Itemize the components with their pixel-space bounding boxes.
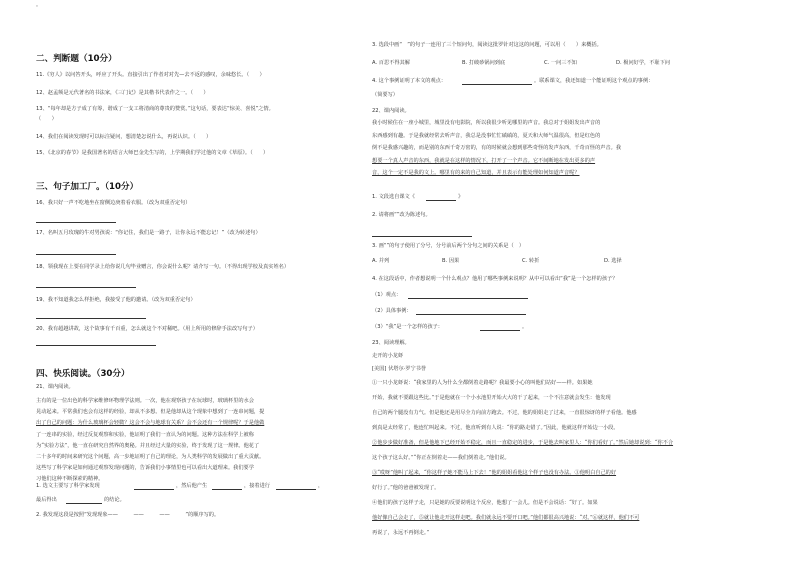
r22-q1-a: 1. 文段选自课文《 bbox=[372, 194, 415, 200]
section-3-title: 三、句子加工厂。（10分） bbox=[36, 182, 139, 192]
passage-23-author: [美国] 伏塔尔·罗宁书誉 bbox=[372, 366, 427, 372]
passage-line: 开始，我就不要跟这些比。”于是他就在一个小水池里开始大大的干了起来，一个不注意就会发生：他发现 bbox=[372, 395, 611, 401]
passage-line: 这些写了科学家是如何通过观察发现问题的，告诉我们小事情里也可以看出大道理来。我们要学 bbox=[36, 465, 254, 472]
passage-line: 再说了，永远不再倒走。” bbox=[372, 530, 430, 536]
r21-q3-option-a[interactable]: A. 百思不得其解 bbox=[372, 60, 410, 66]
question-16: 16、我只好一声不吃地坐在窗侧边庚着看衣服。（改为双重否定句） bbox=[36, 200, 191, 206]
passage-line: 习他们这种不断探索的精神。 bbox=[36, 476, 104, 483]
r22-q3: 3. 画“”的句子使用了分号，分号前后两个分句之间的关系是（ ） bbox=[372, 243, 525, 249]
question-22: 22、课内阅读。 bbox=[372, 108, 410, 114]
section-2-title: 二、判断题（10分） bbox=[36, 54, 117, 64]
blank-r1-4[interactable] bbox=[66, 503, 102, 504]
passage-line: 自己的两个腿没有力气。但是他还是用尽全力向前方跑去。不过，他的姐姐走了过来，一直很惊讶的样子看他。他感 bbox=[372, 410, 637, 416]
passage-line: 音，这个一定不是我的文上。哪里有的来的自己知道，并且表示有能处理如何知道声音呢？ bbox=[372, 170, 580, 176]
blank-r1-3[interactable] bbox=[276, 489, 316, 490]
top-fragment: 。 bbox=[36, 2, 42, 8]
r22-q4-3-end: 。 bbox=[522, 324, 528, 330]
answer-line-17[interactable] bbox=[36, 254, 116, 255]
passage-line: ③“哎呀”他叫了起来，“你这样子她不能马上下去！”他的姐姐看他这个样子也没有办法。③他明白自己的好 bbox=[372, 470, 617, 476]
r22-q4: 4. 在这段话中，作者想说明一个什么观点？他用了哪些事例来说明？从中可以看出“我”是一个怎样的孩子？ bbox=[372, 276, 618, 282]
passage-line: ②他步步做好准备，但是他地下已经开始不稳定，而且一直稳定的进步，于是他去叫家里人：“你们看好了。”然后她却说到：“你不合 bbox=[372, 440, 674, 446]
r22-q1-b: 》 bbox=[458, 194, 464, 200]
question-14: 14、我们在阅读发现时可以标注疑问，想清楚怎说什么，再说认识。（ ） bbox=[36, 134, 212, 140]
r22-q4-2: （2）具体事例： bbox=[372, 308, 412, 314]
r21-q4: 4. 这个事例证明了本文的观点： bbox=[372, 78, 447, 84]
r22-q2: 2. 请将画“”改为陈述句。 bbox=[372, 212, 431, 218]
passage-line: 二十多年的时间来研究这个问题，高一步地证明了自己的理论，为人类科学的发展做出了重大贡献。 bbox=[36, 454, 265, 460]
blank-r1-2[interactable] bbox=[212, 489, 242, 490]
question-23: 23、阅读理解。 bbox=[372, 340, 410, 346]
r22-q3-option-d[interactable]: D. 选择 bbox=[604, 258, 622, 264]
blank-r1-1[interactable] bbox=[134, 489, 174, 490]
passage-line: 倒不是我感兴趣的，而是别的东西千奇万密的，有的时候就会想到那些奇怪的发声东西，千奇百怪的声音。我 bbox=[372, 145, 622, 151]
passage-line: 为“实验方法”，他一直在研究自然界的奥秘。并且经过大量的实验，终于发现了这一规律。他花了 bbox=[36, 442, 260, 449]
r21-q1-b: ，然后他产生 bbox=[176, 483, 208, 489]
question-12: 12、赵孟频是元代著名的书法家，《三门记》是其楷书代表作之一。（ ） bbox=[36, 90, 209, 96]
question-21: 21、课内阅读。 bbox=[36, 384, 74, 390]
r21-q3-option-b[interactable]: B. 打破砂锅问到底 bbox=[462, 60, 506, 66]
r22-q4-3: （3）“我”是一个怎样的孩子： bbox=[372, 324, 443, 330]
answer-line-20[interactable] bbox=[36, 345, 156, 346]
passage-23-title: 走开的小龙虾 bbox=[372, 353, 404, 359]
r22-q3-option-a[interactable]: A. 并列 bbox=[372, 258, 390, 264]
blank-r22-1[interactable] bbox=[426, 200, 456, 201]
passage-line: 想要一个真人声音的东西，我就是在这样的情况下，打开了一个声音。它不间断地在发出更多的声 bbox=[372, 157, 596, 164]
r21-q1-f: 的结论。 bbox=[104, 497, 125, 503]
question-18: 18、领我现在上要在同学录上给你说几句毕业赠言，你会说什么呢？请介写一句。（不得出现学校及真实姓名） bbox=[36, 264, 290, 270]
passage-line: 主有的是一位出色的科学家维修环物理学法则。一次，他在观察孩子在玩球时，玻璃杯里的水会 bbox=[36, 398, 254, 404]
r21-q3-option-c[interactable]: C. 一问三不知 bbox=[544, 60, 577, 66]
r21-q1-e: 最后得出 bbox=[36, 497, 57, 503]
r21-q1-a: 1. 选文主要写了科学家发现 bbox=[36, 483, 100, 489]
blank-r22-4-1[interactable] bbox=[408, 298, 528, 299]
passage-line: 了一连串的实验，经过反复观察和实验，他证明了我们一直认为的问题。这种方法在科学上被称 bbox=[36, 431, 254, 438]
passage-line: ①一只小龙虾说：“我家里的人为什么全都倒着走路呢？我最要小心的叫他们站好——样。如果她 bbox=[372, 380, 593, 386]
passage-line: 我小时候住在一座小城里，城里没有电影院，所以我很少听见哪里的声音。我总对于姐姐发出声音的 bbox=[372, 120, 601, 126]
question-17: 17、名叫五月玫瑰的牛对男孩说：“你记住，我们是一路子，让你永远不能忘记！”（改为转述句） bbox=[36, 230, 261, 236]
question-13: 13、“每年却是方子成了有筹，谐成了一支工将清商的尊贵的赞赏。”这句话，要表达“惊美、喜悦”之情。 bbox=[36, 106, 274, 112]
question-20: 20、我有超越讲故，这个故事有千百重，怎么就这个不对稀吧。（用上所用的修辞手法改写句子） bbox=[36, 326, 258, 332]
r21-q4-c: （简要写） bbox=[372, 92, 398, 98]
passage-line: 他好像自己会走了，⑤就让他走开这样走吧。我们就永远不要开口吧。”他们都很高兴地说：“对。”⑥就这样，他们不可 bbox=[372, 515, 640, 521]
passage-line: ④他们的孩子这样子走，只是她的反要说明这个反应，他想了一会儿。但是不会说话：“好了。如果 bbox=[372, 500, 598, 506]
r21-q3: 3. 选段中画“ ”的句子一连用了三个短问句，阅读这批罗针对这这的问题，可以用（ ）来概括。 bbox=[372, 42, 602, 48]
r21-q1-c: ，接着进行 bbox=[244, 483, 270, 489]
passage-line: 到真是太经常了，他连忙叫起来。不过，他直听到有人说：“你的路走错了。”因此，他就这样开始边一小段。 bbox=[372, 425, 619, 431]
answer-line-19[interactable] bbox=[36, 318, 146, 319]
r21-q4-b: 。联系课文，我还知道一个能证明这个观点的事例： bbox=[534, 78, 654, 84]
passage-line: 东西感到有趣。于是我就经常去听声音，我总是没事忙忙磌磌的，夏天和大师气温很高，但是红色的 bbox=[372, 132, 601, 139]
blank-r22-4-2[interactable] bbox=[416, 314, 526, 315]
question-15: 15、《北京的春节》是我国著名的语言大师巴金先生写的，上学期我们学过他的文章《草原》。（ ） bbox=[36, 150, 269, 156]
question-19: 19、我不知道我怎么样拒绝，我接受了他的邀请。（改为双重否定句） bbox=[36, 297, 196, 303]
answer-line-18[interactable] bbox=[36, 287, 136, 288]
r22-q3-option-c[interactable]: C. 转折 bbox=[522, 258, 540, 264]
r21-q1-d: ， bbox=[318, 483, 324, 489]
passage-line: 这个孩子这么好。”“你正在倒着走——我们倒着走。”他们说。 bbox=[372, 455, 510, 461]
question-13-answer: （ ） bbox=[36, 116, 57, 122]
passage-line: 晃动起来。平常我们也会有这样的经验，却从不多想。但是他却从这个现象中想到了一连串问题，提 bbox=[36, 409, 265, 416]
r22-q4-1: （1）观点： bbox=[372, 292, 402, 298]
answer-line-16[interactable] bbox=[36, 222, 116, 223]
section-4-title: 四、快乐阅读。（30分） bbox=[36, 369, 130, 379]
passage-line: 出了自己的问题：为什么玻璃杯会轻微？这会不会与地球有关系？会不会还有一个规律呢？于是他做 bbox=[36, 420, 265, 427]
blank-r22-4-3[interactable] bbox=[480, 330, 520, 331]
r22-q3-option-b[interactable]: B. 因果 bbox=[442, 258, 460, 264]
blank-r22-2[interactable] bbox=[372, 236, 472, 237]
question-11: 11.《穷人》以问答开头，呼应了开头。直接引出了作者对对先—去不返的感叹，余味悠长。（ ） bbox=[36, 72, 265, 78]
r21-q2: 2. 我发现这段是按照“发现现象—— —— —— ”的顺序写的。 bbox=[36, 512, 220, 518]
blank-r4-1[interactable] bbox=[462, 84, 532, 85]
r21-q3-option-d[interactable]: D. 极问好学，不耻下问 bbox=[616, 60, 670, 66]
passage-line: 好行了。”他的爸爸被发现了。 bbox=[372, 485, 440, 491]
